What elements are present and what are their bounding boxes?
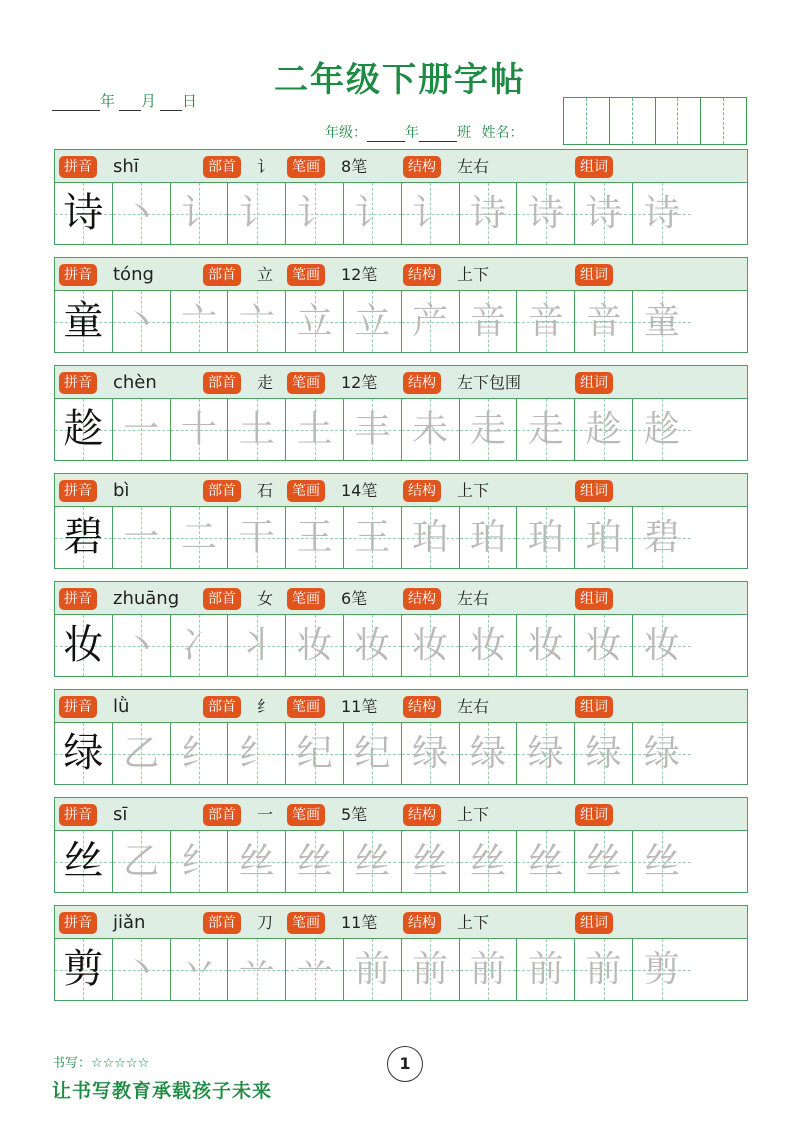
- tracing-box[interactable]: [286, 291, 344, 352]
- tracing-box[interactable]: [171, 939, 229, 1000]
- grade-year-suffix: 年: [405, 125, 419, 141]
- month-label: 月: [141, 92, 157, 110]
- trace-stroke-character: 音: [585, 301, 622, 342]
- trace-stroke-character: 丝: [412, 841, 449, 882]
- trace-stroke-character: 一: [123, 517, 160, 558]
- trace-stroke-character: 讠: [354, 193, 391, 234]
- structure-value: 左右: [457, 589, 490, 608]
- tracing-box[interactable]: [517, 291, 575, 352]
- model-character: 妆: [63, 622, 104, 668]
- day-blank[interactable]: [160, 96, 182, 111]
- year-blank[interactable]: [52, 96, 100, 111]
- strokes-value: 11笔: [341, 697, 378, 716]
- trace-stroke-character: 土: [238, 409, 275, 450]
- tracing-box[interactable]: [286, 615, 344, 676]
- trace-stroke-character: 乙: [123, 733, 160, 774]
- tracing-box[interactable]: [344, 723, 402, 784]
- structure-value: 上下: [457, 481, 490, 500]
- tracing-box[interactable]: [344, 615, 402, 676]
- model-character-box: [55, 291, 113, 352]
- radical-tag: 部首: [203, 912, 241, 934]
- trace-stroke-character: 丷: [180, 949, 217, 990]
- tracing-box[interactable]: [228, 723, 286, 784]
- trace-stroke-character: 丝: [643, 841, 680, 882]
- model-character: 趁: [63, 406, 104, 452]
- tracing-box[interactable]: [575, 399, 633, 460]
- date-line: [52, 90, 197, 111]
- tracing-box[interactable]: [228, 939, 286, 1000]
- trace-stroke-character: 碧: [643, 517, 680, 558]
- radical-value: 刀: [257, 913, 274, 932]
- trace-stroke-character: 纪: [354, 733, 391, 774]
- pinyin-value: sī: [113, 804, 128, 825]
- strokes-value: 8笔: [341, 157, 368, 176]
- tracing-box[interactable]: [633, 507, 691, 568]
- strokes-tag: 笔画: [287, 372, 325, 394]
- page-number: 1: [387, 1046, 423, 1082]
- tracing-box[interactable]: [517, 183, 575, 244]
- name-cell[interactable]: [656, 98, 679, 144]
- pinyin-tag: 拼音: [59, 804, 97, 826]
- name-writing-grid[interactable]: [563, 97, 747, 145]
- tracing-box[interactable]: [228, 399, 286, 460]
- trace-stroke-character: 音: [527, 301, 564, 342]
- trace-stroke-character: 趁: [643, 409, 680, 450]
- strokes-tag: 笔画: [287, 264, 325, 286]
- trace-stroke-character: 走: [469, 409, 506, 450]
- strokes-value: 5笔: [341, 805, 368, 824]
- tracing-box[interactable]: [633, 831, 691, 892]
- tracing-box[interactable]: [113, 291, 171, 352]
- pinyin-tag: 拼音: [59, 156, 97, 178]
- character-info-bar: [54, 365, 748, 399]
- tracing-box[interactable]: [344, 399, 402, 460]
- name-cell[interactable]: [633, 98, 656, 144]
- year-label: 年: [100, 92, 116, 110]
- character-section: [54, 365, 748, 461]
- grade-blank[interactable]: [367, 127, 405, 142]
- tracing-box[interactable]: [633, 399, 691, 460]
- tracing-box[interactable]: [286, 507, 344, 568]
- radical-value: 立: [257, 265, 274, 284]
- radical-value: 讠: [257, 157, 274, 176]
- tracing-box[interactable]: [460, 615, 518, 676]
- trace-stroke-character: 妆: [585, 625, 622, 666]
- tracing-box[interactable]: [402, 291, 460, 352]
- structure-value: 上下: [457, 913, 490, 932]
- tracing-box[interactable]: [633, 939, 691, 1000]
- tracing-box[interactable]: [344, 831, 402, 892]
- trace-stroke-character: 妆: [296, 625, 333, 666]
- tracing-box[interactable]: [575, 507, 633, 568]
- character-info-bar: [54, 905, 748, 939]
- tracing-box[interactable]: [344, 183, 402, 244]
- trace-stroke-character: 丶: [123, 193, 160, 234]
- character-section: [54, 905, 748, 1001]
- tracing-box[interactable]: [575, 723, 633, 784]
- tracing-box[interactable]: [344, 291, 402, 352]
- pinyin-value: bì: [113, 480, 130, 501]
- trace-stroke-character: 王: [354, 517, 391, 558]
- trace-stroke-character: 王: [296, 517, 333, 558]
- tracing-box[interactable]: [575, 291, 633, 352]
- trace-stroke-character: 前: [412, 949, 449, 990]
- strokes-value: 6笔: [341, 589, 368, 608]
- pinyin-value: lǜ: [113, 696, 130, 717]
- name-cell[interactable]: [724, 98, 746, 144]
- trace-stroke-character: 绿: [527, 733, 564, 774]
- page-title: 二年级下册字帖: [274, 60, 526, 100]
- writing-grid-row: [54, 399, 748, 461]
- character-info-bar: [54, 797, 748, 831]
- trace-stroke-character: 丬: [238, 625, 275, 666]
- model-character: 剪: [63, 946, 104, 992]
- pinyin-value: zhuāng: [113, 588, 180, 609]
- trace-stroke-character: 丝: [469, 841, 506, 882]
- tracing-box[interactable]: [228, 291, 286, 352]
- trace-stroke-character: 讠: [412, 193, 449, 234]
- structure-tag: 结构: [403, 588, 441, 610]
- words-tag: 组词: [575, 480, 613, 502]
- radical-tag: 部首: [203, 264, 241, 286]
- trace-stroke-character: 立: [354, 301, 391, 342]
- trace-stroke-character: 亠: [180, 301, 217, 342]
- tracing-box[interactable]: [517, 399, 575, 460]
- tracing-box[interactable]: [344, 939, 402, 1000]
- model-character-box: [55, 831, 113, 892]
- structure-value: 左下包围: [457, 373, 522, 392]
- model-character-box: [55, 939, 113, 1000]
- strokes-tag: 笔画: [287, 588, 325, 610]
- trace-stroke-character: 纟: [238, 733, 275, 774]
- model-character: 绿: [63, 730, 104, 776]
- strokes-value: 12笔: [341, 265, 378, 284]
- trace-stroke-character: 土: [296, 409, 333, 450]
- pinyin-value: tóng: [113, 264, 154, 285]
- structure-tag: 结构: [403, 804, 441, 826]
- structure-value: 上下: [457, 265, 490, 284]
- class-label: 班: [457, 125, 471, 141]
- name-cell[interactable]: [610, 98, 633, 144]
- trace-stroke-character: 丶: [123, 949, 160, 990]
- name-cell[interactable]: [587, 98, 610, 144]
- tracing-box[interactable]: [517, 831, 575, 892]
- words-tag: 组词: [575, 696, 613, 718]
- writing-grid-row: [54, 183, 748, 245]
- writing-grid-row: [54, 615, 748, 677]
- strokes-tag: 笔画: [287, 480, 325, 502]
- strokes-tag: 笔画: [287, 912, 325, 934]
- tracing-box[interactable]: [402, 507, 460, 568]
- trace-stroke-character: 十: [180, 409, 217, 450]
- trace-stroke-character: 诗: [643, 193, 680, 234]
- footer-slogan: 让书写教育承载孩子未来: [52, 1080, 273, 1102]
- pinyin-tag: 拼音: [59, 696, 97, 718]
- radical-tag: 部首: [203, 480, 241, 502]
- tracing-box[interactable]: [171, 723, 229, 784]
- model-character: 童: [63, 298, 104, 344]
- trace-stroke-character: 珀: [469, 517, 506, 558]
- tracing-box[interactable]: [113, 507, 171, 568]
- radical-tag: 部首: [203, 372, 241, 394]
- character-info-bar: [54, 581, 748, 615]
- strokes-value: 12笔: [341, 373, 378, 392]
- trace-stroke-character: 丶: [123, 625, 160, 666]
- trace-stroke-character: 丝: [354, 841, 391, 882]
- trace-stroke-character: 珀: [412, 517, 449, 558]
- tracing-box[interactable]: [286, 183, 344, 244]
- class-line: [325, 122, 523, 142]
- class-blank[interactable]: [419, 127, 457, 142]
- tracing-box[interactable]: [228, 615, 286, 676]
- trace-stroke-character: 丝: [585, 841, 622, 882]
- tracing-box[interactable]: [633, 183, 691, 244]
- character-section: [54, 473, 748, 569]
- tracing-box[interactable]: [460, 183, 518, 244]
- tracing-box[interactable]: [113, 183, 171, 244]
- trace-stroke-character: 一: [123, 409, 160, 450]
- name-cell[interactable]: [564, 98, 587, 144]
- trace-stroke-character: 音: [469, 301, 506, 342]
- trace-stroke-character: 前: [585, 949, 622, 990]
- trace-stroke-character: 前: [354, 949, 391, 990]
- tracing-box[interactable]: [402, 723, 460, 784]
- trace-stroke-character: 产: [412, 301, 449, 342]
- tracing-box[interactable]: [113, 615, 171, 676]
- trace-stroke-character: 绿: [412, 733, 449, 774]
- words-tag: 组词: [575, 912, 613, 934]
- tracing-box[interactable]: [171, 615, 229, 676]
- tracing-box[interactable]: [171, 399, 229, 460]
- tracing-box[interactable]: [171, 831, 229, 892]
- pinyin-tag: 拼音: [59, 264, 97, 286]
- character-info-bar: [54, 689, 748, 723]
- radical-value: 女: [257, 589, 274, 608]
- radical-tag: 部首: [203, 156, 241, 178]
- tracing-box[interactable]: [517, 615, 575, 676]
- strokes-tag: 笔画: [287, 696, 325, 718]
- tracing-box[interactable]: [113, 723, 171, 784]
- tracing-box[interactable]: [402, 831, 460, 892]
- structure-tag: 结构: [403, 372, 441, 394]
- model-character: 诗: [63, 190, 104, 236]
- trace-stroke-character: 童: [643, 301, 680, 342]
- character-info-bar: [54, 149, 748, 183]
- tracing-box[interactable]: [171, 507, 229, 568]
- model-character: 丝: [63, 838, 104, 884]
- words-tag: 组词: [575, 372, 613, 394]
- tracing-box[interactable]: [402, 183, 460, 244]
- writing-grid-row: [54, 723, 748, 785]
- tracing-box[interactable]: [460, 399, 518, 460]
- tracing-box[interactable]: [517, 723, 575, 784]
- radical-value: 纟: [257, 697, 274, 716]
- name-cell[interactable]: [678, 98, 701, 144]
- character-section: [54, 257, 748, 353]
- radical-value: 一: [257, 805, 274, 824]
- trace-stroke-character: 乙: [123, 841, 160, 882]
- trace-stroke-character: 诗: [585, 193, 622, 234]
- trace-stroke-character: 珀: [585, 517, 622, 558]
- trace-stroke-character: 亠: [238, 301, 275, 342]
- trace-stroke-character: 珀: [527, 517, 564, 558]
- tracing-box[interactable]: [575, 939, 633, 1000]
- trace-stroke-character: 趁: [585, 409, 622, 450]
- trace-stroke-character: 绿: [585, 733, 622, 774]
- pinyin-value: chèn: [113, 372, 157, 393]
- tracing-box[interactable]: [113, 831, 171, 892]
- structure-value: 上下: [457, 805, 490, 824]
- writing-rating: 书写：☆☆☆☆☆: [52, 1056, 150, 1071]
- trace-stroke-character: 妆: [643, 625, 680, 666]
- trace-stroke-character: 绿: [643, 733, 680, 774]
- radical-value: 走: [257, 373, 274, 392]
- tracing-box[interactable]: [633, 615, 691, 676]
- trace-stroke-character: 二: [180, 517, 217, 558]
- character-section: [54, 581, 748, 677]
- radical-tag: 部首: [203, 696, 241, 718]
- day-label: 日: [182, 92, 198, 110]
- trace-stroke-character: 立: [296, 301, 333, 342]
- tracing-box[interactable]: [286, 399, 344, 460]
- tracing-box[interactable]: [113, 939, 171, 1000]
- trace-stroke-character: 诗: [527, 193, 564, 234]
- tracing-box[interactable]: [460, 831, 518, 892]
- tracing-box[interactable]: [517, 507, 575, 568]
- structure-tag: 结构: [403, 912, 441, 934]
- trace-stroke-character: 丶: [123, 301, 160, 342]
- strokes-tag: 笔画: [287, 804, 325, 826]
- writing-grid-row: [54, 291, 748, 353]
- words-tag: 组词: [575, 804, 613, 826]
- tracing-box[interactable]: [402, 939, 460, 1000]
- structure-value: 左右: [457, 697, 490, 716]
- trace-stroke-character: 走: [527, 409, 564, 450]
- tracing-box[interactable]: [460, 723, 518, 784]
- character-info-bar: [54, 257, 748, 291]
- writing-grid-row: [54, 939, 748, 1001]
- tracing-box[interactable]: [517, 939, 575, 1000]
- words-tag: 组词: [575, 264, 613, 286]
- trace-stroke-character: 绿: [469, 733, 506, 774]
- trace-stroke-character: 诗: [469, 193, 506, 234]
- tracing-box[interactable]: [286, 831, 344, 892]
- model-character-box: [55, 183, 113, 244]
- trace-stroke-character: 前: [469, 949, 506, 990]
- words-tag: 组词: [575, 588, 613, 610]
- tracing-box[interactable]: [575, 183, 633, 244]
- strokes-tag: 笔画: [287, 156, 325, 178]
- structure-tag: 结构: [403, 696, 441, 718]
- trace-stroke-character: 䒑: [296, 949, 333, 990]
- trace-stroke-character: 冫: [180, 625, 217, 666]
- structure-tag: 结构: [403, 264, 441, 286]
- grade-label: 年级：: [325, 125, 367, 141]
- trace-stroke-character: 丝: [527, 841, 564, 882]
- model-character-box: [55, 723, 113, 784]
- trace-stroke-character: 讠: [296, 193, 333, 234]
- strokes-value: 14笔: [341, 481, 378, 500]
- tracing-box[interactable]: [460, 291, 518, 352]
- structure-value: 左右: [457, 157, 490, 176]
- trace-stroke-character: 干: [238, 517, 275, 558]
- character-section: [54, 797, 748, 893]
- trace-stroke-character: 前: [527, 949, 564, 990]
- trace-stroke-character: 剪: [643, 949, 680, 990]
- trace-stroke-character: 䒑: [238, 949, 275, 990]
- character-section: [54, 689, 748, 785]
- tracing-box[interactable]: [633, 291, 691, 352]
- pinyin-value: shī: [113, 156, 139, 177]
- tracing-box[interactable]: [344, 507, 402, 568]
- tracing-box[interactable]: [113, 399, 171, 460]
- trace-stroke-character: 妆: [412, 625, 449, 666]
- tracing-box[interactable]: [228, 831, 286, 892]
- tracing-box[interactable]: [402, 615, 460, 676]
- character-section: [54, 149, 748, 245]
- model-character-box: [55, 615, 113, 676]
- trace-stroke-character: 丝: [296, 841, 333, 882]
- trace-stroke-character: 纪: [296, 733, 333, 774]
- trace-stroke-character: 纟: [180, 841, 217, 882]
- writing-grid-row: [54, 507, 748, 569]
- tracing-box[interactable]: [286, 723, 344, 784]
- words-tag: 组词: [575, 156, 613, 178]
- trace-stroke-character: 丝: [238, 841, 275, 882]
- pinyin-tag: 拼音: [59, 912, 97, 934]
- tracing-box[interactable]: [228, 507, 286, 568]
- trace-stroke-character: 妆: [354, 625, 391, 666]
- radical-tag: 部首: [203, 588, 241, 610]
- trace-stroke-character: 丰: [354, 409, 391, 450]
- month-blank[interactable]: [119, 96, 141, 111]
- pinyin-tag: 拼音: [59, 480, 97, 502]
- tracing-box[interactable]: [575, 831, 633, 892]
- model-character-box: [55, 507, 113, 568]
- structure-tag: 结构: [403, 480, 441, 502]
- trace-stroke-character: 妆: [527, 625, 564, 666]
- trace-stroke-character: 讠: [180, 193, 217, 234]
- radical-value: 石: [257, 481, 274, 500]
- pinyin-tag: 拼音: [59, 588, 97, 610]
- strokes-value: 11笔: [341, 913, 378, 932]
- trace-stroke-character: 妆: [469, 625, 506, 666]
- tracing-box[interactable]: [171, 291, 229, 352]
- tracing-box[interactable]: [286, 939, 344, 1000]
- name-label: 姓名：: [481, 125, 524, 141]
- trace-stroke-character: 讠: [238, 193, 275, 234]
- tracing-box[interactable]: [460, 939, 518, 1000]
- pinyin-tag: 拼音: [59, 372, 97, 394]
- tracing-box[interactable]: [171, 183, 229, 244]
- radical-tag: 部首: [203, 804, 241, 826]
- tracing-box[interactable]: [402, 399, 460, 460]
- character-info-bar: [54, 473, 748, 507]
- writing-grid-row: [54, 831, 748, 893]
- tracing-box[interactable]: [460, 507, 518, 568]
- structure-tag: 结构: [403, 156, 441, 178]
- name-cell[interactable]: [701, 98, 724, 144]
- tracing-box[interactable]: [575, 615, 633, 676]
- model-character: 碧: [63, 514, 104, 560]
- tracing-box[interactable]: [228, 183, 286, 244]
- pinyin-value: jiǎn: [113, 912, 146, 933]
- trace-stroke-character: 未: [412, 409, 449, 450]
- model-character-box: [55, 399, 113, 460]
- trace-stroke-character: 纟: [180, 733, 217, 774]
- tracing-box[interactable]: [633, 723, 691, 784]
